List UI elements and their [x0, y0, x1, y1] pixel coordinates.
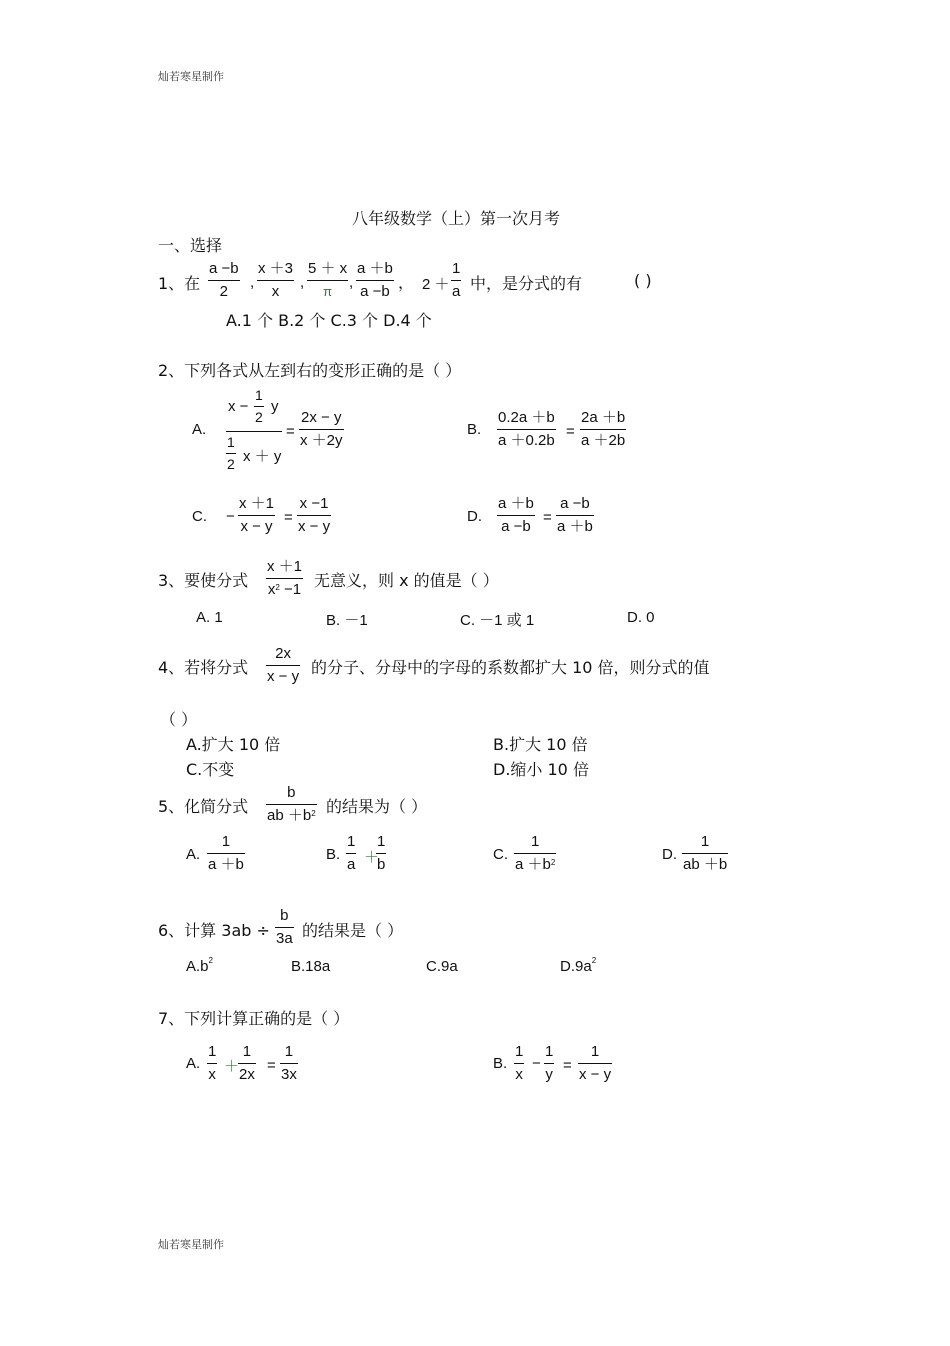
- comma: ,: [349, 274, 354, 291]
- numerator: 1: [208, 1043, 217, 1060]
- numerator: a ＋b: [357, 260, 393, 277]
- denominator-base: x: [267, 581, 276, 598]
- q6-prefix: 6、计算 3ab ÷: [158, 921, 270, 940]
- denominator: x − y: [267, 668, 300, 685]
- option-c-left-fraction: [238, 495, 275, 536]
- q5-option-b-label: B.: [326, 846, 341, 863]
- numerator: 0.2a ＋b: [498, 409, 555, 426]
- q6-option-d: [560, 958, 596, 975]
- numerator: 1: [515, 1043, 524, 1060]
- option-text: A.b: [186, 958, 209, 975]
- plus-sign: ＋: [224, 1058, 240, 1075]
- minus-sign: −: [532, 1055, 541, 1072]
- q1-options: A.1 个 B.2 个 C.3 个 D.4 个: [226, 311, 432, 330]
- section-heading: 一、选择: [158, 236, 223, 255]
- q6-fraction: [275, 907, 294, 948]
- q3-option-a: A. 1: [196, 609, 223, 626]
- q7-option-a-label: A.: [186, 1055, 201, 1072]
- q4-suffix: 的分子、分母中的字母的系数都扩大 10 倍，则分式的值: [311, 658, 710, 677]
- q3-option-d: D. 0: [627, 609, 655, 626]
- q5-suffix: 的结果为（ ）: [326, 797, 428, 816]
- numerator: x ＋1: [239, 495, 275, 512]
- numerator: x ＋3: [258, 260, 294, 277]
- q7-a-fraction-1: [207, 1043, 217, 1084]
- equals-sign: =: [563, 1057, 572, 1074]
- option-c-right-fraction: [297, 495, 331, 536]
- numerator: 2a ＋b: [581, 409, 626, 426]
- denominator: a ＋2b: [581, 432, 626, 449]
- denominator: a −b: [501, 518, 531, 535]
- denominator: a −b: [360, 283, 390, 300]
- q1-fraction-5: [451, 260, 461, 301]
- denominator: a ＋b: [557, 518, 593, 535]
- answer-paren: ( ): [634, 271, 652, 290]
- numerator: 1: [347, 833, 356, 850]
- q7-a-fraction-3: [280, 1043, 298, 1084]
- denominator-tail: −1: [279, 581, 302, 598]
- denominator: 2: [255, 409, 263, 425]
- q3-suffix: 无意义，则 x 的值是（ ）: [314, 571, 499, 590]
- q5-option-c-fraction: [514, 833, 556, 874]
- q4-option-b: B.扩大 10 倍: [493, 735, 588, 754]
- top-tail: y: [271, 398, 279, 415]
- denominator: x ＋2y: [300, 432, 343, 449]
- numerator: 1: [530, 833, 540, 850]
- exam-title: 八年级数学（上）第一次月考: [352, 209, 561, 228]
- q5-prefix: 5、化简分式: [158, 797, 249, 816]
- separator: ，: [398, 273, 415, 292]
- option-c-label: C.: [192, 508, 207, 525]
- page-footer: 灿若寒星制作: [158, 1238, 224, 1251]
- numerator: 1: [227, 434, 235, 450]
- q1-fraction-2: [257, 260, 294, 301]
- q4-option-a: A.扩大 10 倍: [186, 735, 281, 754]
- denominator: a ＋0.2b: [498, 432, 555, 449]
- denominator: y: [545, 1066, 553, 1083]
- option-a-right-fraction: [299, 409, 344, 450]
- denominator-base: ab ＋b: [267, 807, 312, 824]
- minus-sign: −: [226, 508, 235, 525]
- exponent: 2: [550, 858, 556, 867]
- q7-b-fraction-2: [544, 1043, 554, 1084]
- q5-option-c-label: C.: [493, 846, 508, 863]
- numerator: 1: [545, 1043, 554, 1060]
- q3-fraction: [266, 558, 303, 599]
- denominator: a: [452, 283, 461, 300]
- numerator: 1: [377, 833, 386, 850]
- page-header: 灿若寒星制作: [158, 70, 224, 83]
- numerator: b: [287, 784, 296, 801]
- q6-option-b: B.18a: [291, 958, 331, 975]
- q1-fraction-4: [356, 260, 394, 301]
- exponent: 2: [208, 956, 213, 965]
- option-b-right-fraction: [580, 409, 626, 450]
- q3-prefix: 3、要使分式: [158, 571, 249, 590]
- denominator: x − y: [298, 518, 331, 535]
- option-b-left-fraction: [497, 409, 556, 450]
- comma: ,: [250, 274, 255, 291]
- numerator: a ＋b: [498, 495, 534, 512]
- denominator: x − y: [579, 1066, 612, 1083]
- q2-stem: 2、下列各式从左到右的变形正确的是（ ）: [158, 361, 462, 380]
- denominator: [266, 807, 317, 825]
- denominator: a: [347, 856, 356, 873]
- denominator: 2: [219, 283, 228, 300]
- option-text: D.9a: [560, 958, 592, 975]
- exponent: 2: [275, 583, 280, 592]
- denominator: ab ＋b: [683, 856, 728, 873]
- numerator: 5 ＋ x: [308, 260, 348, 277]
- main-fraction-bar: [226, 431, 282, 432]
- option-d-left-fraction: [497, 495, 535, 536]
- numerator: a −b: [209, 260, 239, 277]
- numerator: 1: [221, 833, 231, 850]
- denominator: [514, 856, 556, 874]
- q4-option-c: C.不变: [186, 760, 235, 779]
- q1-whole-part: 2 ＋: [422, 276, 450, 293]
- denominator: 2x: [239, 1066, 255, 1083]
- q1-suffix: 中，是分式的有: [470, 274, 583, 293]
- denominator: 2: [227, 456, 235, 472]
- equals-sign: =: [284, 509, 293, 526]
- exponent: 2: [311, 809, 316, 818]
- q5-fraction: [266, 784, 317, 825]
- denominator: a ＋b: [208, 856, 244, 873]
- q1-fraction-3: [307, 260, 348, 301]
- denominator: x − y: [240, 518, 273, 535]
- numerator: 2x − y: [301, 409, 342, 426]
- q6-suffix: 的结果是（ ）: [302, 921, 404, 940]
- q7-stem: 7、下列计算正确的是（ ）: [158, 1009, 350, 1028]
- exponent: 2: [591, 956, 597, 965]
- q5-option-d-label: D.: [662, 846, 677, 863]
- numerator: x ＋1: [267, 558, 303, 575]
- small-fraction: [226, 434, 236, 473]
- q3-option-c: C. －1 或 1: [460, 612, 535, 629]
- denominator: x: [208, 1066, 216, 1083]
- q3-option-b: B. －1: [326, 612, 368, 629]
- numerator: a −b: [560, 495, 590, 512]
- q1-fraction-1: [208, 260, 240, 301]
- q5-option-b-fraction-2: [376, 833, 386, 874]
- q1-prefix: 1、在: [158, 274, 201, 293]
- q5-option-b-fraction-1: [346, 833, 356, 874]
- numerator: 1: [242, 1043, 252, 1060]
- numerator: 1: [700, 833, 710, 850]
- q6-option-c: C.9a: [426, 958, 458, 975]
- q4-fraction: [266, 645, 300, 686]
- numerator: b: [280, 907, 289, 924]
- q7-a-fraction-2: [238, 1043, 256, 1084]
- q6-option-a: [186, 958, 213, 975]
- numerator: 1: [590, 1043, 600, 1060]
- q4-prefix: 4、若将分式: [158, 658, 249, 677]
- denominator: 3x: [281, 1066, 297, 1083]
- equals-sign: =: [267, 1057, 276, 1074]
- option-a-label: A.: [192, 421, 207, 438]
- numerator: 2x: [275, 645, 291, 662]
- plus-sign: ＋: [364, 849, 380, 866]
- q7-b-fraction-3: [578, 1043, 612, 1084]
- top-lead: x −: [228, 398, 249, 415]
- equals-sign: =: [566, 423, 575, 440]
- option-b-label: B.: [467, 421, 482, 438]
- q7-b-fraction-1: [514, 1043, 524, 1084]
- numerator: 1: [452, 260, 461, 277]
- numerator: 1: [255, 387, 263, 403]
- equals-sign: =: [286, 423, 295, 440]
- denominator: π: [323, 284, 333, 299]
- q7-option-b-label: B.: [493, 1055, 508, 1072]
- equals-sign: =: [543, 509, 552, 526]
- bottom-tail: x ＋ y: [243, 448, 282, 465]
- denominator: 3a: [276, 930, 293, 947]
- denominator: x: [515, 1066, 523, 1083]
- numerator: x −1: [299, 495, 329, 512]
- q5-option-d-fraction: [682, 833, 728, 874]
- q5-option-a-fraction: [207, 833, 245, 874]
- denominator-base: a ＋b: [515, 856, 551, 873]
- numerator: 1: [284, 1043, 294, 1060]
- denominator: b: [377, 856, 386, 873]
- answer-paren: （ ）: [160, 710, 198, 729]
- q5-option-a-label: A.: [186, 846, 201, 863]
- q4-option-d: D.缩小 10 倍: [493, 760, 589, 779]
- denominator: x: [271, 283, 280, 300]
- option-d-label: D.: [467, 508, 482, 525]
- small-fraction: [254, 387, 264, 426]
- option-d-right-fraction: [556, 495, 594, 536]
- denominator: [266, 581, 303, 599]
- comma: ,: [300, 274, 305, 291]
